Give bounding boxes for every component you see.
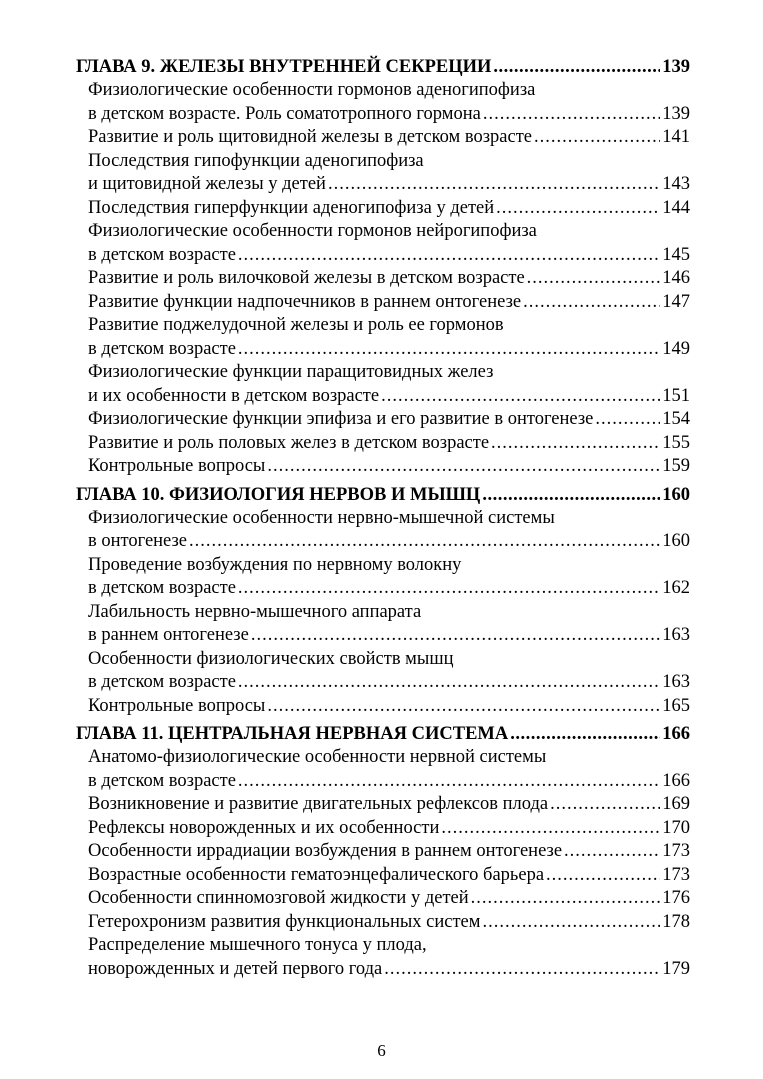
chapter-title: ГЛАВА 11. ЦЕНТРАЛЬНАЯ НЕРВНАЯ СИСТЕМА <box>76 724 509 744</box>
dot-leader <box>564 840 660 864</box>
entry-page-number: 145 <box>662 244 690 265</box>
entry-page-number: 169 <box>662 794 690 814</box>
table-of-contents <box>76 56 690 981</box>
entry-title: в детском возрасте <box>88 338 236 359</box>
chapter-title: ГЛАВА 9. ЖЕЛЕЗЫ ВНУТРЕННЕЙ СЕКРЕЦИИ <box>76 57 492 77</box>
chapter-heading[interactable] <box>76 484 690 507</box>
dot-leader <box>482 911 660 935</box>
toc-entry[interactable] <box>76 361 690 408</box>
entry-page-number: 173 <box>662 864 690 885</box>
entry-page-number: 141 <box>662 127 690 147</box>
entry-page-number: 149 <box>662 338 690 359</box>
entry-page-number: 176 <box>662 888 690 908</box>
entry-page-number: 165 <box>662 695 690 716</box>
toc-entry[interactable] <box>76 197 690 221</box>
toc-entry[interactable] <box>76 934 690 981</box>
toc-entry[interactable] <box>76 840 690 864</box>
chapter-page-number: 160 <box>662 484 690 505</box>
dot-leader <box>384 958 660 982</box>
toc-entry[interactable] <box>76 432 690 456</box>
entry-page-number: 154 <box>662 409 690 429</box>
dot-leader <box>483 103 660 127</box>
chapter-page-number: 139 <box>662 57 690 77</box>
toc-entry[interactable] <box>76 314 690 361</box>
entry-title: и щитовидной железы у детей <box>88 174 326 194</box>
chapter-heading[interactable] <box>76 723 690 746</box>
entry-title: в детском возрасте <box>88 578 236 598</box>
dot-leader <box>189 530 660 554</box>
dot-leader <box>534 126 660 150</box>
dot-leader <box>238 770 660 794</box>
entry-page-number: 144 <box>662 197 690 218</box>
entry-title: Возникновение и развитие двигательных рефлексов плода <box>88 794 549 814</box>
dot-leader <box>493 56 660 79</box>
entry-title: Последствия гиперфункции аденогипофиза у детей <box>88 197 495 218</box>
entry-title-line: Последствия гипофункции аденогипофиза <box>88 150 424 171</box>
entry-page-number: 178 <box>662 911 690 932</box>
entry-title: Физиологические функции эпифиза и его развитие в онтогенезе <box>88 409 594 429</box>
toc-entry[interactable] <box>76 220 690 267</box>
entry-page-number: 147 <box>662 291 690 312</box>
toc-entry[interactable] <box>76 887 690 911</box>
toc-entry[interactable] <box>76 695 690 719</box>
toc-entry[interactable] <box>76 746 690 793</box>
dot-leader <box>381 385 660 409</box>
entry-title: в детском возрасте <box>88 244 236 265</box>
entry-title-line: Лабильность нервно-мышечного аппарата <box>88 601 422 622</box>
dot-leader <box>238 338 660 362</box>
dot-leader <box>546 864 660 888</box>
toc-entry[interactable] <box>76 150 690 197</box>
entry-title: в раннем онтогенезе <box>88 625 249 645</box>
entry-page-number: 163 <box>662 672 690 692</box>
entry-title-line: Распределение мышечного тонуса у плода, <box>88 935 427 955</box>
entry-page-number: 143 <box>662 174 690 194</box>
entry-title: Развитие и роль половых желез в детском возрасте <box>88 432 490 453</box>
toc-entry[interactable] <box>76 793 690 817</box>
entry-title: Контрольные вопросы <box>88 695 266 716</box>
toc-entry[interactable] <box>76 126 690 150</box>
dot-leader <box>328 173 660 197</box>
toc-entry[interactable] <box>76 455 690 479</box>
entry-page-number: 179 <box>662 958 690 979</box>
entry-title: Особенности спинномозговой жидкости у детей <box>88 888 469 908</box>
dot-leader <box>238 577 660 601</box>
dot-leader <box>491 432 660 456</box>
dot-leader <box>510 723 660 746</box>
toc-entry[interactable] <box>76 817 690 841</box>
entry-title-line: Физиологические особенности гормонов нейрогипофиза <box>88 221 537 241</box>
entry-page-number: 160 <box>662 531 690 551</box>
entry-title: в детском возрасте <box>88 770 236 791</box>
toc-entry[interactable] <box>76 648 690 695</box>
entry-page-number: 139 <box>662 103 690 124</box>
toc-entry[interactable] <box>76 554 690 601</box>
entry-title-line: Развитие поджелудочной железы и роль ее гормонов <box>88 315 504 335</box>
entry-page-number: 151 <box>662 385 690 406</box>
dot-leader <box>238 244 660 268</box>
entry-title-line: Анатомо-физиологические особенности нервной системы <box>88 747 547 767</box>
dot-leader <box>267 695 660 719</box>
entry-title-line: Физиологические особенности нервно-мышечной системы <box>88 507 555 528</box>
chapter-page-number: 166 <box>662 724 690 744</box>
entry-title-line: Проведение возбуждения по нервному волокну <box>88 554 462 575</box>
entry-title: новорожденных и детей первого года <box>88 958 383 979</box>
entry-page-number: 173 <box>662 841 690 861</box>
entry-title: Рефлексы новорожденных и их особенности <box>88 817 440 838</box>
entry-title-line: Особенности физиологических свойств мышц <box>88 648 454 669</box>
entry-title: Контрольные вопросы <box>88 456 266 476</box>
entry-page-number: 162 <box>662 578 690 598</box>
entry-title: Развитие и роль вилочковой железы в детском возрасте <box>88 268 525 288</box>
toc-entry[interactable] <box>76 79 690 126</box>
dot-leader <box>595 408 660 432</box>
entry-title: в детском возрасте <box>88 672 236 692</box>
dot-leader <box>527 267 661 291</box>
entry-title: Развитие и роль щитовидной железы в детском возрасте <box>88 127 532 147</box>
entry-title: Гетерохронизм развития функциональных систем <box>88 911 481 932</box>
entry-page-number: 163 <box>662 625 690 645</box>
toc-entry[interactable] <box>76 864 690 888</box>
dot-leader <box>482 484 660 507</box>
entry-title: Развитие функции надпочечников в раннем онтогенезе <box>88 291 522 312</box>
entry-page-number: 166 <box>662 770 690 791</box>
entry-page-number: 159 <box>662 456 690 476</box>
dot-leader <box>238 671 660 695</box>
entry-page-number: 155 <box>662 432 690 453</box>
entry-title: Возрастные особенности гематоэнцефалического барьера <box>88 864 545 885</box>
entry-title: в детском возрасте. Роль соматотропного гормона <box>88 103 481 124</box>
toc-entry[interactable] <box>76 911 690 935</box>
dot-leader <box>251 624 660 648</box>
dot-leader <box>267 455 660 479</box>
toc-entry[interactable] <box>76 507 690 554</box>
entry-page-number: 146 <box>662 268 690 288</box>
entry-title-line: Физиологические особенности гормонов аденогипофиза <box>88 80 536 100</box>
entry-title-line: Физиологические функции паращитовидных желез <box>88 362 494 382</box>
page-number: 6 <box>377 1041 386 1060</box>
dot-leader <box>523 291 660 315</box>
chapter-title: ГЛАВА 10. ФИЗИОЛОГИЯ НЕРВОВ И МЫШЦ <box>76 484 481 505</box>
entry-title: Особенности иррадиации возбуждения в раннем онтогенезе <box>88 841 563 861</box>
entry-page-number: 170 <box>662 817 690 838</box>
dot-leader <box>441 817 660 841</box>
dot-leader <box>550 793 660 817</box>
toc-entry[interactable] <box>76 267 690 291</box>
entry-title: и их особенности в детском возрасте <box>88 385 380 406</box>
dot-leader <box>496 197 660 221</box>
dot-leader <box>471 887 661 911</box>
chapter-heading[interactable] <box>76 56 690 79</box>
toc-entry[interactable] <box>76 408 690 432</box>
toc-entry[interactable] <box>76 601 690 648</box>
entry-title: в онтогенезе <box>88 531 188 551</box>
toc-entry[interactable] <box>76 291 690 315</box>
